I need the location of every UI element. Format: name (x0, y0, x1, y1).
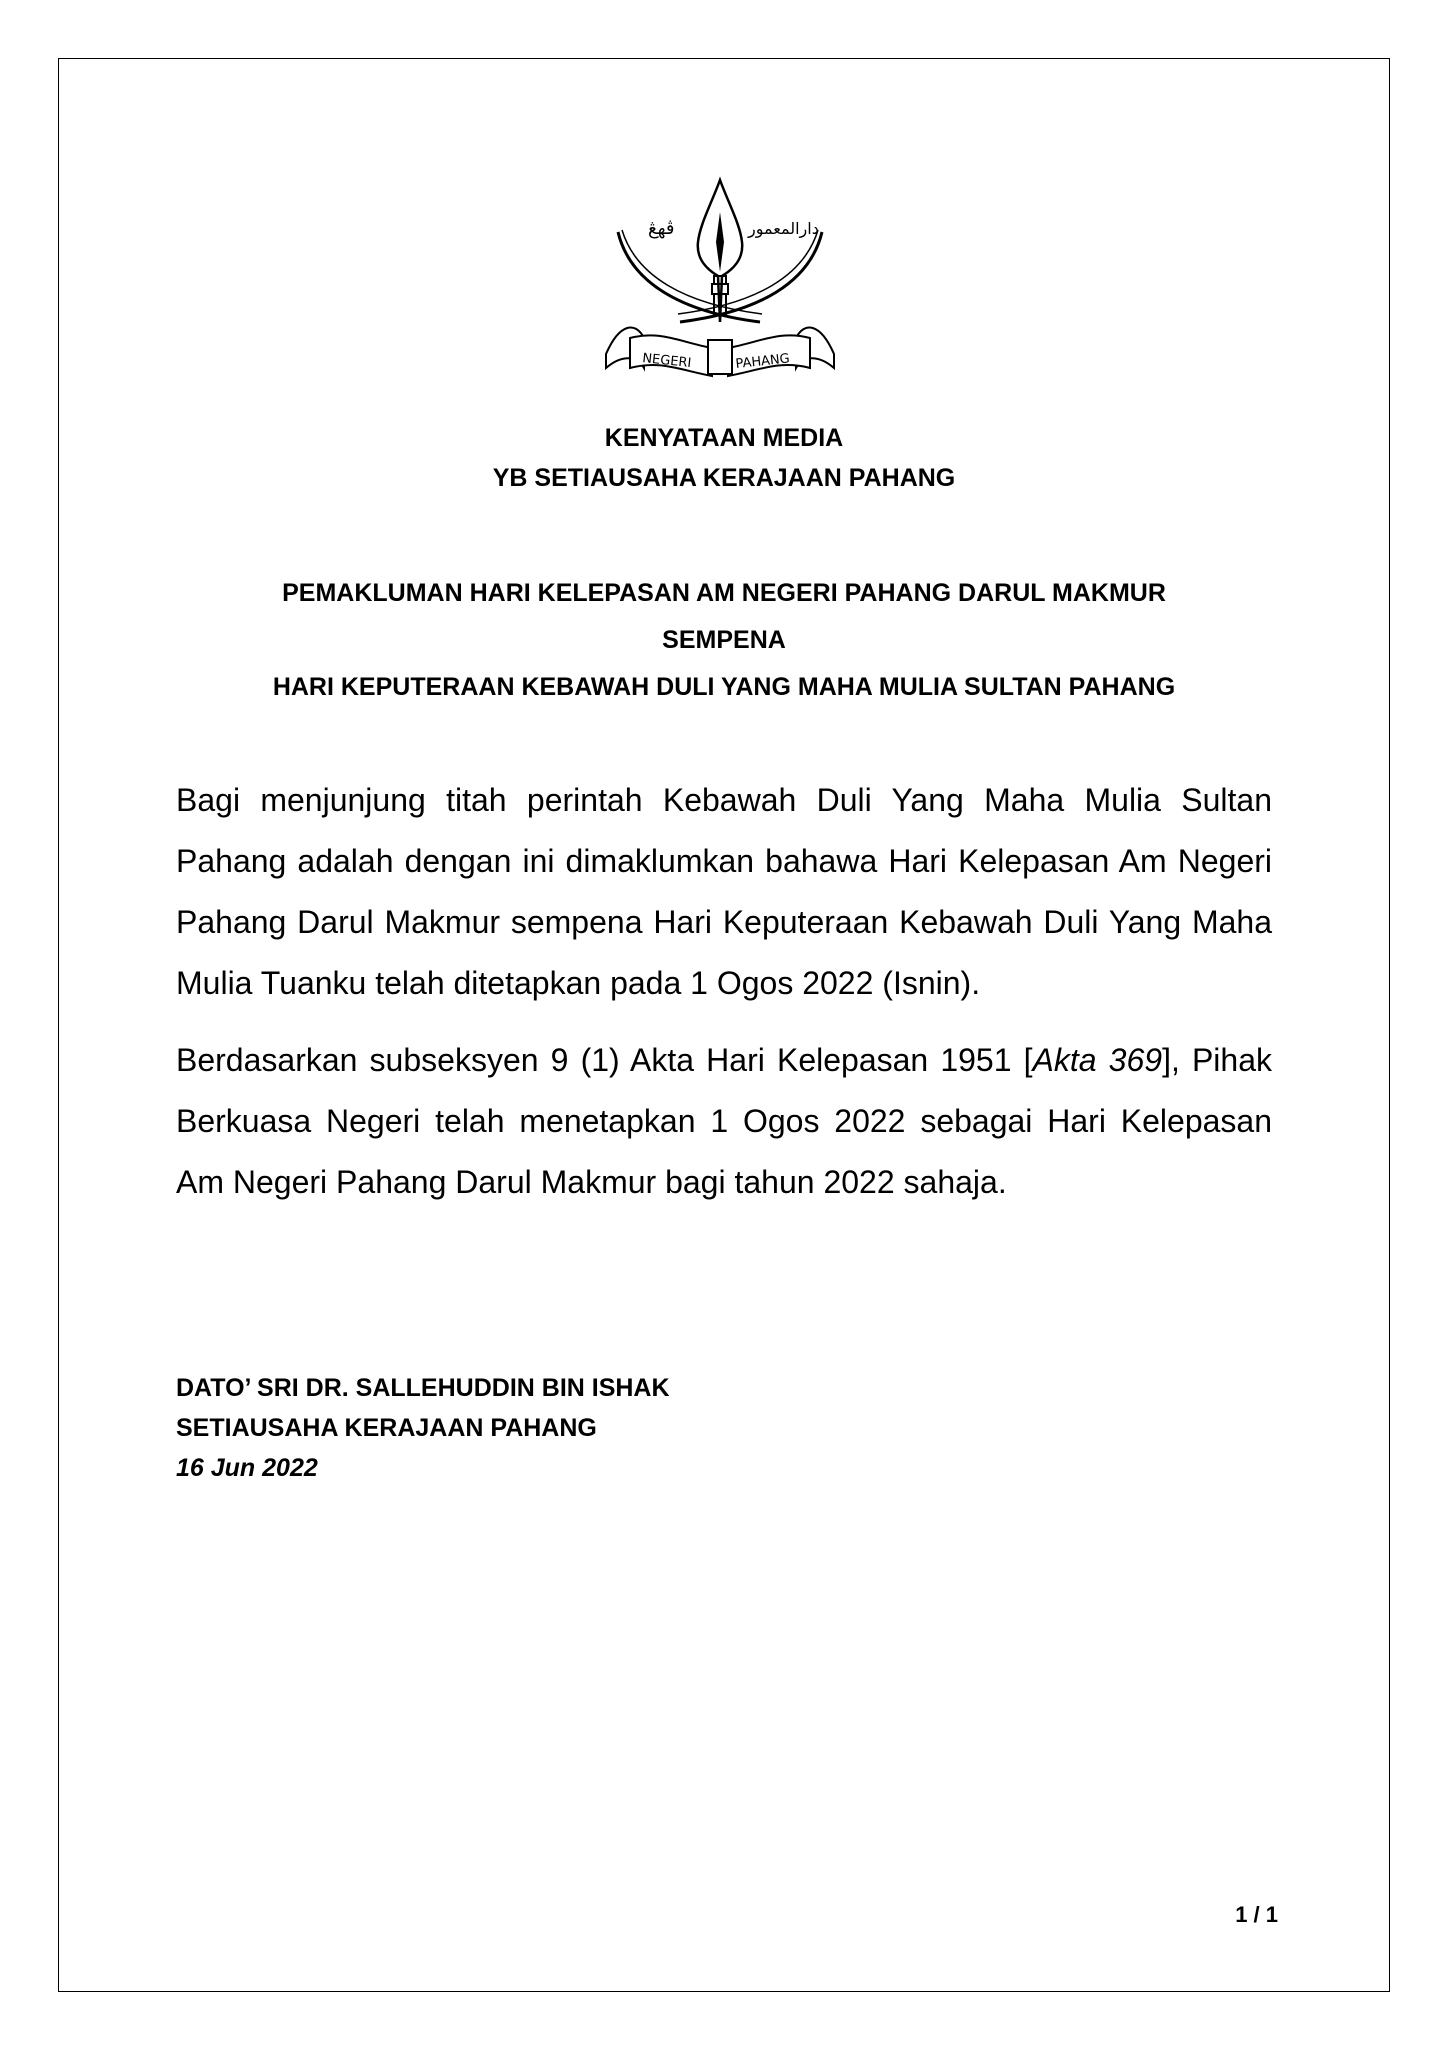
signatory-title: SETIAUSAHA KERAJAAN PAHANG (176, 1414, 597, 1442)
announcement-subject (0, 570, 1448, 711)
signature-block (176, 1368, 670, 1488)
page-number: 1 / 1 (1235, 1902, 1278, 1927)
crest-jawi-right: دارالمعمور (748, 219, 819, 238)
pahang-crest-logo (600, 172, 840, 392)
crest-ribbon-right: PAHANG (734, 351, 791, 372)
crest-jawi-left: ڤهڠ (648, 218, 675, 239)
paragraph-2-text-after: ], Pihak Berkuasa Negeri telah menetapkan 1 Ogos 2022 sebagai Hari Kelepasan Am Negeri Pahang Darul Makmur bagi tahun 2022 sahaja. (176, 1042, 1273, 1200)
media-statement-issuer: YB SETIAUSAHA KERAJAAN PAHANG (492, 464, 956, 492)
body-paragraph-2 (176, 1030, 1272, 1213)
paragraph-2-text-before: Berdasarkan subseksyen 9 (1) Akta Hari Kelepasan 1951 [ (176, 1042, 1033, 1078)
media-statement-title: KENYATAAN MEDIA (604, 424, 844, 452)
body-paragraph-1: Bagi menjunjung titah perintah Kebawah Duli Yang Maha Mulia Sultan Pahang adalah dengan ini dimaklumkan bahawa Hari Kelepasan Am Negeri Pahang Darul Makmur sempena Hari Keputeraan Kebawah Duli Yang Maha Mulia Tuanku telah ditetapkan pada 1 Ogos 2022 (Isnin). (176, 782, 1272, 1001)
act-name: Akta 369 (1032, 1042, 1163, 1078)
subject-line-3: HARI KEPUTERAAN KEBAWAH DULI YANG MAHA MULIA SULTAN PAHANG (272, 673, 1176, 701)
subject-line-1: PEMAKLUMAN HARI KELEPASAN AM NEGERI PAHANG DARUL MAKMUR (282, 579, 1166, 607)
signatory-name: DATO’ SRI DR. SALLEHUDDIN BIN ISHAK (176, 1374, 670, 1402)
statement-date: 16 Jun 2022 (176, 1454, 318, 1482)
crest-ribbon-left: NEGERI (641, 351, 692, 372)
subject-line-2: SEMPENA (662, 626, 786, 654)
media-statement-header (0, 418, 1448, 498)
